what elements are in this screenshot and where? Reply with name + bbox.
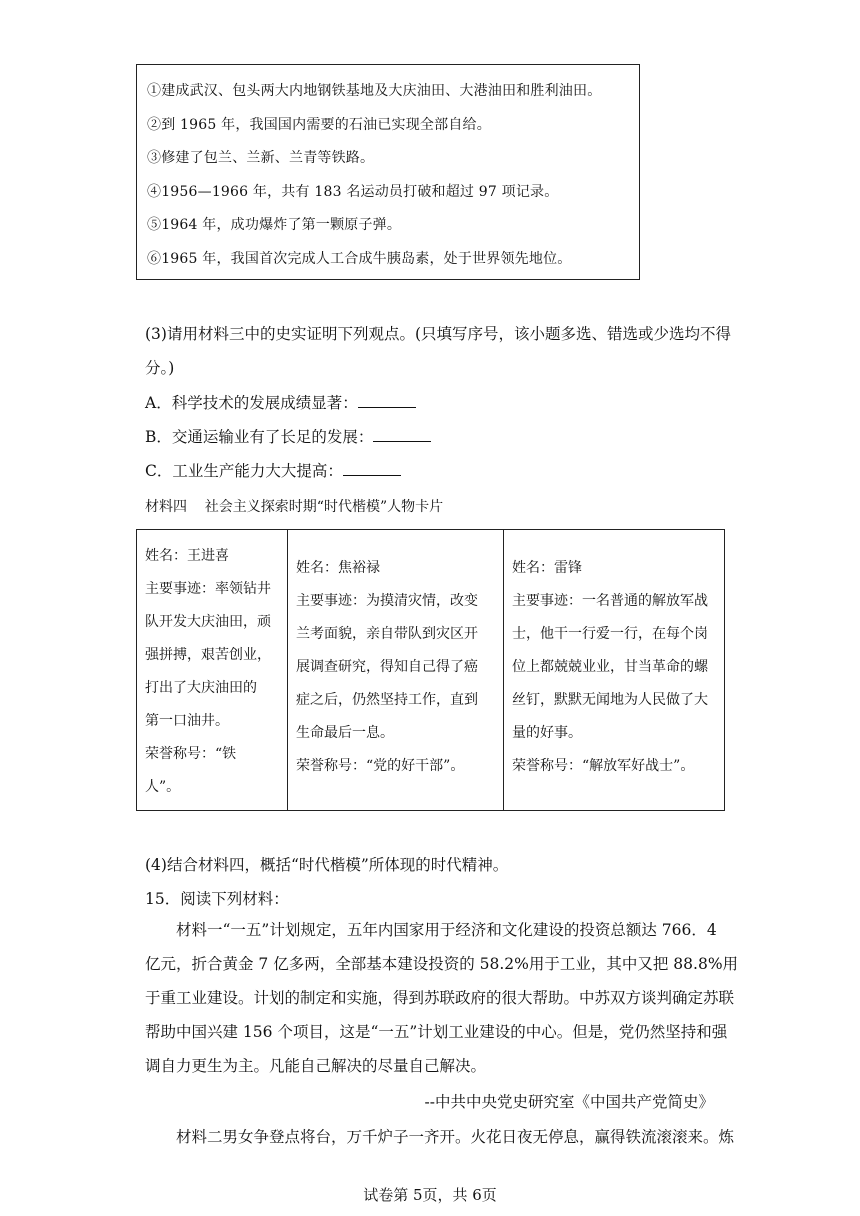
card-jiao-yulu — [287, 530, 503, 810]
material4-title: 材料四 社会主义探索时期“时代楷模”人物卡片 — [145, 499, 444, 515]
question3-option-c — [145, 459, 401, 481]
achievements-box — [136, 64, 640, 280]
model-cards-table — [136, 529, 725, 811]
card-line: 主要事迹：一名普通的解放军战 — [512, 593, 708, 609]
material1-line: 调自力更生为主。凡能自己解决的尽量自己解决。 — [145, 1057, 487, 1075]
card-line: 人”。 — [145, 779, 181, 795]
card-wang-jinxi — [137, 530, 287, 810]
option-b-text: B．交通运输业有了长足的发展： — [145, 428, 374, 446]
card-line: 士，他干一行爱一行，在每个岗 — [512, 626, 708, 642]
card-line: 症之后，仍然坚持工作，直到 — [296, 692, 478, 708]
question4: (4)结合材料四，概括“时代楷模”所体现的时代精神。 — [145, 856, 509, 874]
card-line: 荣誉称号：“解放军好战士”。 — [512, 758, 695, 774]
card-line: 姓名：焦裕禄 — [296, 560, 380, 576]
material1-paragraph — [145, 913, 739, 1083]
question3-option-a — [145, 391, 416, 413]
card-line: 生命最后一息。 — [296, 725, 394, 741]
question15-heading: 15．阅读下列材料： — [145, 890, 289, 908]
material1-source: --中共中央党史研究室《中国共产党简史》 — [424, 1093, 714, 1111]
card-line: 队开发大庆油田，顽 — [145, 614, 271, 630]
card-line: 兰考面貌，亲自带队到灾区开 — [296, 626, 478, 642]
answer-blank-b[interactable] — [373, 427, 431, 442]
question3-option-b — [145, 425, 431, 447]
achievement-item: ④1956—1966 年，共有 183 名运动员打破和超过 97 项记录。 — [147, 183, 559, 200]
material2-line: 材料二男女争登点将台，万千炉子一齐开。火花日夜无停息，赢得铁流滚滚来。炼 — [176, 1128, 735, 1146]
card-line: 主要事迹：为摸清灾情，改变 — [296, 593, 478, 609]
achievement-item: ①建成武汉、包头两大内地钢铁基地及大庆油田、大港油田和胜利油田。 — [147, 83, 602, 99]
card-lei-feng — [503, 530, 724, 810]
card-line: 量的好事。 — [512, 725, 582, 741]
card-line: 位上都兢兢业业，甘当革命的螺 — [512, 659, 708, 675]
card-line: 展调查研究，得知自己得了癌 — [296, 659, 478, 675]
option-a-text: A．科学技术的发展成绩显著： — [145, 394, 358, 412]
question3-line2: 分。) — [145, 359, 175, 377]
page-footer: 试卷第 5页，共 6页 — [363, 1186, 497, 1204]
card-line: 主要事迹：率领钻井 — [145, 581, 271, 597]
card-line: 第一口油井。 — [145, 713, 229, 729]
achievement-item: ⑤1964 年，成功爆炸了第一颗原子弹。 — [147, 217, 402, 233]
material1-line: 于重工业建设。计划的制定和实施，得到苏联政府的很大帮助。中苏双方谈判确定苏联 — [145, 989, 735, 1007]
option-c-text: C．工业生产能力大大提高： — [145, 462, 343, 480]
card-line: 荣誉称号：“党的好干部”。 — [296, 758, 465, 774]
achievement-item: ⑥1965 年，我国首次完成人工合成牛胰岛素，处于世界领先地位。 — [147, 250, 572, 267]
card-line: 强拼搏，艰苦创业， — [145, 647, 271, 663]
answer-blank-c[interactable] — [343, 461, 401, 476]
achievement-item: ②到 1965 年，我国国内需要的石油已实现全部自给。 — [147, 116, 491, 133]
material1-line: 亿元，折合黄金 7 亿多两，全部基本建设投资的 58.2%用于工业，其中又把 88.8%用 — [145, 955, 739, 973]
card-line: 姓名：雷锋 — [512, 560, 582, 576]
card-line: 姓名：王进喜 — [145, 548, 229, 564]
question3-line1: (3)请用材料三中的史实证明下列观点。(只填写序号，该小题多选、错选或少选均不得 — [145, 325, 732, 343]
material1-line: 材料一“一五”计划规定，五年内国家用于经济和文化建设的投资总额达 766．4 — [176, 921, 717, 939]
answer-blank-a[interactable] — [358, 393, 416, 408]
card-line: 丝钉，默默无闻地为人民做了大 — [512, 692, 708, 708]
card-line: 打出了大庆油田的 — [145, 680, 257, 696]
card-line: 荣誉称号：“铁 — [145, 746, 237, 762]
material1-line: 帮助中国兴建 156 个项目，这是“一五”计划工业建设的中心。但是，党仍然坚持和强 — [145, 1023, 728, 1041]
achievement-item: ③修建了包兰、兰新、兰青等铁路。 — [147, 150, 375, 166]
